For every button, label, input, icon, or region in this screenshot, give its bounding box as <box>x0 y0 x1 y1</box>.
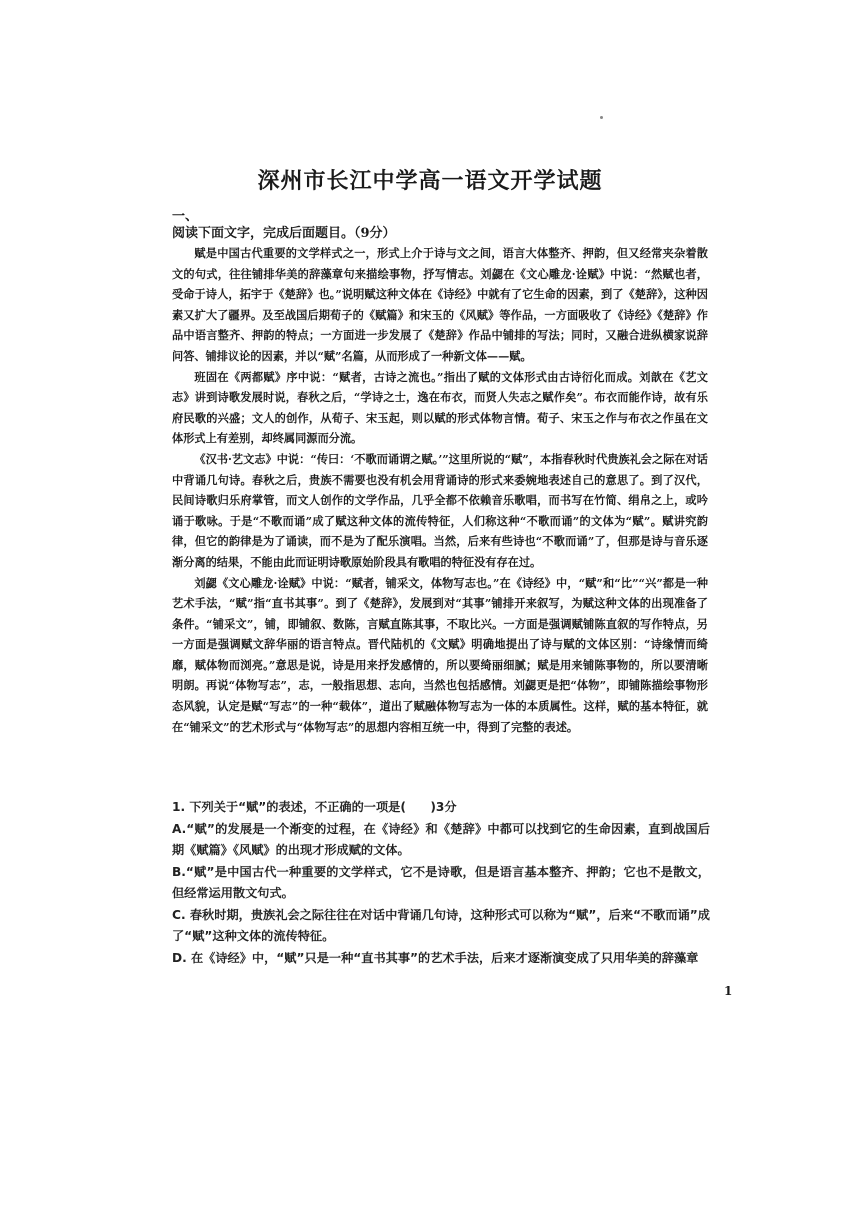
passage-paragraph-3: 《汉书·艺文志》中说：“传曰：‘不歌而诵谓之赋。’”这里所说的“赋”，本指春秋时代贵族礼会之际在对话中背诵几句诗。春秋之后，贵族不需要也没有机会用背诵诗的形式来委婉地表述自己的意思了。到了汉代，民间诗歌归乐府掌管，而文人创作的文学作品，几乎全都不依赖音乐歌唱，而书写在竹简、绢帛之上，或吟诵于歌咏。于是“不歌而诵”成了赋这种文体的流传特征，人们称这种“不歌而诵”的文体为“赋”。赋讲究韵律，但它的韵律是为了诵读，而不是为了配乐演唱。当然，后来有些诗也“不歌而诵”了，但那是诗与音乐逐渐分离的结果，不能由此而证明诗歌原始阶段具有歌唱的特征没有存在过。 <box>172 451 708 569</box>
section-number: 一、 <box>172 209 199 224</box>
option-a: A.“赋”的发展是一个渐变的过程，在《诗经》和《楚辞》中都可以找到它的生命因素，直到战国后期《赋篇》《风赋》的出现才形成赋的文体。 <box>172 821 710 857</box>
question-stem: 1. 下列关于“赋”的表述，不正确的一项是( )3分 <box>172 800 457 814</box>
passage-paragraph-2: 班固在《两都赋》序中说：“赋者，古诗之流也。”指出了赋的文体形式由古诗衍化而成。刘歆在《艺文志》讲到诗歌发展时说，春秋之后，“学诗之士，逸在布衣，而贤人失志之赋作矣”。布衣而能作诗，故有乐府民歌的兴盛；文人的创作，从荀子、宋玉起，则以赋的形式体物言情。荀子、宋玉之作与布衣之作虽在文体形式上有差别，却终属同源而分流。 <box>172 369 708 446</box>
passage-paragraph-1: 赋是中国古代重要的文学样式之一，形式上介于诗与文之间，语言大体整齐、押韵，但又经常夹杂着散文的句式，往往铺排华美的辞藻章句来描绘事物，抒写情志。刘勰在《文心雕龙·诠赋》中说：“然赋也者，受命于诗人，拓宇于《楚辞》也。”说明赋这种文体在《诗经》中就有了它生命的因素，到了《楚辞》，这种因素又扩大了疆界。及至战国后期荀子的《赋篇》和宋玉的《风赋》等作品，一方面吸收了《诗经》《楚辞》作品中语言整齐、押韵的特点；一方面进一步发展了《楚辞》作品中铺排的写法；同时，又融合进纵横家说辞问答、铺排议论的因素，并以“赋”名篇，从而形成了一种新文体——赋。 <box>172 246 708 363</box>
question-1 <box>172 797 710 969</box>
reading-instruction: 阅读下面文字，完成后面题目。（9分） <box>172 226 396 241</box>
page-title: 深州市长江中学高一语文开学试题 <box>257 168 603 194</box>
option-b: B.“赋”是中国古代一种重要的文学样式，它不是诗歌，但是语言基本整齐、押韵；它也不是散文，但经常运用散文句式。 <box>172 864 710 900</box>
option-d: D. 在《诗经》中，“赋”只是一种“直书其事”的艺术手法，后来才逐渐演变成了只用华美的辞藻章 <box>172 950 699 965</box>
page-number: 1 <box>724 984 733 998</box>
passage-paragraph-4: 刘勰《文心雕龙·诠赋》中说：“赋者，铺采文，体物写志也。”在《诗经》中，“赋”和“比”“兴”都是一种艺术手法，“赋”指“直书其事”。到了《楚辞》，发展到对“其事”铺排开来叙写，为赋这种文体的出现准备了条件。“铺采文”，铺，即铺叙、数陈，言赋直陈其事，不取比兴。一方面是强调赋铺陈直叙的写作特点，另一方面是强调赋文辞华丽的语言特点。晋代陆机的《文赋》明确地提出了诗与赋的文体区别：“诗缘情而绮靡，赋体物而浏亮。”意思是说，诗是用来抒发感情的，所以要绮丽细腻；赋是用来铺陈事物的，所以要清晰明朗。再说“体物写志”，志，一般指思想、志向，当然也包括感情。刘勰更是把“体物”，即铺陈描绘事物形态风貌，认定是赋“写志”的一种“载体”，道出了赋融体物写志为一体的本质属性。这样，赋的基本特征，就在“铺采文”的艺术形式与“体物写志”的思想内容相互统一中，得到了完整的表述。 <box>172 575 708 734</box>
reading-passage <box>172 243 708 737</box>
option-c: C. 春秋时期，贵族礼会之际往往在对话中背诵几句诗，这种形式可以称为“赋”，后来“不歌而诵”成了“赋”这种文体的流传特征。 <box>172 907 710 943</box>
scan-speck <box>600 116 603 119</box>
